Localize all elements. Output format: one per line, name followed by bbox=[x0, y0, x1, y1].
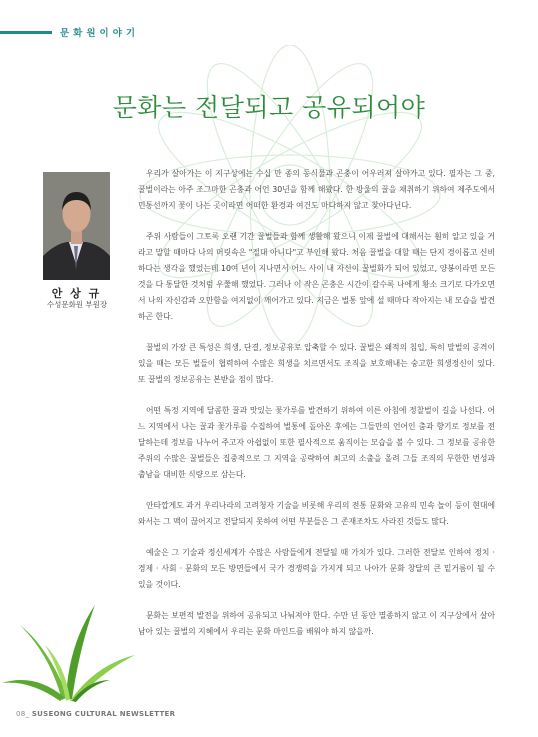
author-name: 안 상 규 bbox=[51, 287, 102, 300]
paragraph: 주위 사람들이 그토록 오랜 기간 꿀벌들과 함께 생활해 왔으니 이제 꿀벌에 대해서는 훤히 알고 있을 거라고 말할 때마다 나의 머릿속은 "절대 아니다"고 부인해 왔다. 처음 꿀벌을 대할 때는 단지 경이롭고 신비하다는 생각을 했었는데 10여 년이 지나면서 어느 사이 내 자신이 꿀벌화가 되어 있었고, 양봉이라면 모든 것을 다 통달한 것처럼 우쭐해 했었다. 그러나 이 작은 곤충은 시간이 갈수록 나에게 황소 크기로 다가오면서 나의 자신감과 오만함을 여지없이 깨어가고 있다. 지금은 벌통 앞에 설 때마다 작아지는 내 모습을 발견하곤 한다. bbox=[138, 232, 495, 321]
article-body bbox=[138, 166, 495, 655]
article-title: 문화는 전달되고 공유되어야 bbox=[112, 93, 426, 122]
paragraph: 우리가 살아가는 이 지구상에는 수십 만 종의 동식물과 곤충이 어우러져 살아가고 있다. 필자는 그 중, 꿀벌이라는 아주 조그마한 곤충과 어언 30년을 함께 해왔다. 한 방울의 꿀을 채취하기 위하여 제주도에서 민통선까지 꽃이 나는 곳이라면 어떠한 환경과 여건도 마다하지 않고 찾아다닌다. bbox=[138, 169, 495, 210]
author-role: 수성문화원 부원장 bbox=[46, 300, 108, 309]
author-photo bbox=[43, 172, 110, 280]
section-label: 문화원이야기 bbox=[60, 28, 140, 39]
grass-illustration bbox=[0, 585, 140, 705]
publication-name: SUSEONG CULTURAL NEWSLETTER bbox=[31, 710, 176, 718]
paragraph: 어떤 특정 지역에 달콤한 꿀과 맛있는 꽃가루를 발견하기 위하여 이른 아침에 정찰벌이 길을 나선다. 어느 지역에서 나는 꿀과 꽃가루를 수집하여 벌통에 돌아온 후에는 그들만의 언어인 춤과 향기로 정보를 전달하는데 정보를 나누어 주고자 아쉽없이 또한 필사적으로 움직이는 모습을 볼 수 있다. 그 정보를 공유한 주위의 수많은 꿀벌들은 집중적으로 그 지역을 공략하여 최고의 소출을 올려 그들 조직의 무한한 번성과 춥남을 대비한 식량으로 삼는다. bbox=[138, 406, 495, 479]
page-footer bbox=[16, 710, 175, 718]
paragraph: 문화는 보편적 발전을 위하여 공유되고 나눠져야 한다. 수만 년 동안 멸종하지 않고 이 지구상에서 살아남아 있는 꿀벌의 지혜에서 우리는 문화 마인드를 배워야 하지 않을까. bbox=[138, 611, 495, 636]
page-number: 08_ bbox=[16, 710, 30, 718]
paragraph: 꿀벌의 가장 큰 특성은 희생, 단결, 정보공유로 압축할 수 있다. 꿀벌은 왜적의 침입, 특히 말벌의 공격이 있을 때는 모든 벌들이 협력하여 수많은 희생을 치르면서도 조직을 보호해내는 숭고한 희생정신이 있다. 또 꿀벌의 정보공유는 본받을 점이 많다. bbox=[138, 343, 495, 384]
paragraph: 안타깝게도 과거 우리나라의 고려청자 기술을 비롯해 우리의 전통 문화와 고유의 민속 놀이 등이 현대에 와서는 그 맥이 끊어지고 전달되지 못하여 어떤 부분들은 그 존재조차도 사라진 것들도 많다. bbox=[138, 501, 495, 526]
section-accent-bar bbox=[0, 31, 52, 34]
paragraph: 예술은 그 기술과 정신세계가 수많은 사람들에게 전달될 때 가치가 있다. 그러한 전달로 인하여 정치 · 경제 · 사회 · 문화의 모든 방면들에서 국가 경쟁력을 가지게 되고 나아가 문화 창달의 큰 밑거름이 될 수 있을 것이다. bbox=[138, 548, 495, 589]
